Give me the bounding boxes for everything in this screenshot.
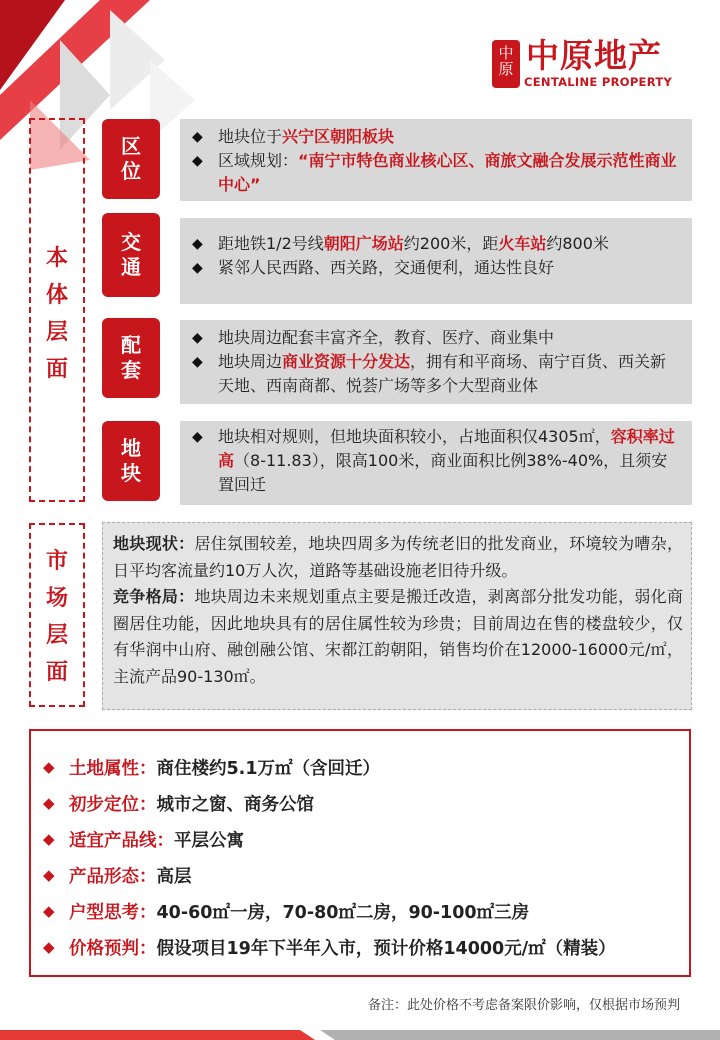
tag-amenities [102,318,160,398]
section-label-char: 市 [45,549,68,574]
section-label-market [29,523,85,707]
summary-item: ◆ 土地属性： 商住楼约5.1万㎡（含回迁） [43,758,381,779]
market-panel [102,522,692,710]
bullet-line: ◆ 地块位于兴宁区朝阳板块 [192,125,682,149]
tag-char: 交 [121,230,141,254]
bullet-line: ◆ 地块相对规则，但地块面积较小，占地面积仅4305㎡，容积率过高（8-11.83），限高100米，商业面积比例38%-40%，且须安置回迁 [192,425,682,497]
tag-location [102,119,160,199]
diamond-icon: ◆ [43,794,55,812]
diamond-icon: ◆ [43,866,55,884]
diamond-icon: ◆ [43,830,55,848]
panel-plot [180,421,692,505]
summary-box [29,729,691,977]
section-label-self [29,118,85,502]
tag-char: 块 [121,461,141,485]
bullet-line: ◆ 地块周边商业资源十分发达，拥有和平商场、南宁百货、西关新天地、西南商都、悦荟广场等多个大型商业体 [192,350,682,398]
tag-transport [102,213,160,297]
market-competition: 竞争格局：地块周边未来规划重点主要是搬迁改造，剥离部分批发功能，弱化商圈居住功能，因此地块具有的居住属性较为珍贵；目前周边在售的楼盘较少，仅有华润中山府、融创融公馆、宋都江韵朝阳，销售均价在12000-16000元/㎡，主流产品90-130㎡。 [113,587,683,686]
tag-char: 地 [121,436,141,460]
bullet-line: ◆ 距地铁1/2号线朝阳广场站约200米，距火车站约800米 [192,232,682,256]
section-label-char: 面 [45,660,68,685]
summary-item: ◆ 适宜产品线： 平层公寓 [43,830,244,851]
bullet-line: ◆ 区域规划：“南宁市特色商业核心区、商旅文融合发展示范性商业中心” [192,149,682,197]
tag-char: 套 [121,358,141,382]
diamond-icon: ◆ [43,758,55,776]
logo-mark: 中原 [492,40,520,88]
panel-location [180,119,692,201]
bullet-line: ◆ 紧邻人民西路、西关路，交通便利，通达性良好 [192,256,682,280]
section-label-char: 层 [45,623,68,648]
summary-item: ◆ 产品形态： 高层 [43,866,192,887]
logo-name-en: CENTALINE PROPERTY [524,75,673,89]
section-label-char: 面 [45,357,68,382]
bullet-line: ◆ 地块周边配套丰富齐全，教育、医疗、商业集中 [192,326,682,350]
diamond-icon: ◆ [43,938,55,956]
summary-item: ◆ 户型思考： 40-60㎡一房，70-80㎡二房，90-100㎡三房 [43,902,530,923]
tag-plot [102,421,160,501]
summary-item: ◆ 初步定位： 城市之窗、商务公馆 [43,794,314,815]
market-status: 地块现状：居住氛围较差，地块四周多为传统老旧的批发商业，环境较为嘈杂，日平均客流量约10万人次，道路等基础设施老旧待升级。 [113,534,683,580]
logo-name-cn: 中原地产 [526,36,662,75]
section-label-char: 场 [45,586,68,611]
tag-char: 位 [121,159,141,183]
panel-transport [180,218,692,304]
tag-char: 配 [121,333,141,357]
section-label-char: 层 [45,320,68,345]
diamond-icon: ◆ [43,902,55,920]
tag-char: 通 [121,255,141,279]
footnote: 备注：此处价格不考虑备案限价影响，仅根据市场预判 [367,998,680,1013]
panel-amenities [180,320,692,404]
tag-char: 区 [121,134,141,158]
bottom-bar [0,1030,720,1040]
section-label-char: 体 [45,283,68,308]
summary-item: ◆ 价格预判： 假设项目19年下半年入市，预计价格14000元/㎡（精装） [43,938,616,959]
section-label-char: 本 [45,246,68,271]
